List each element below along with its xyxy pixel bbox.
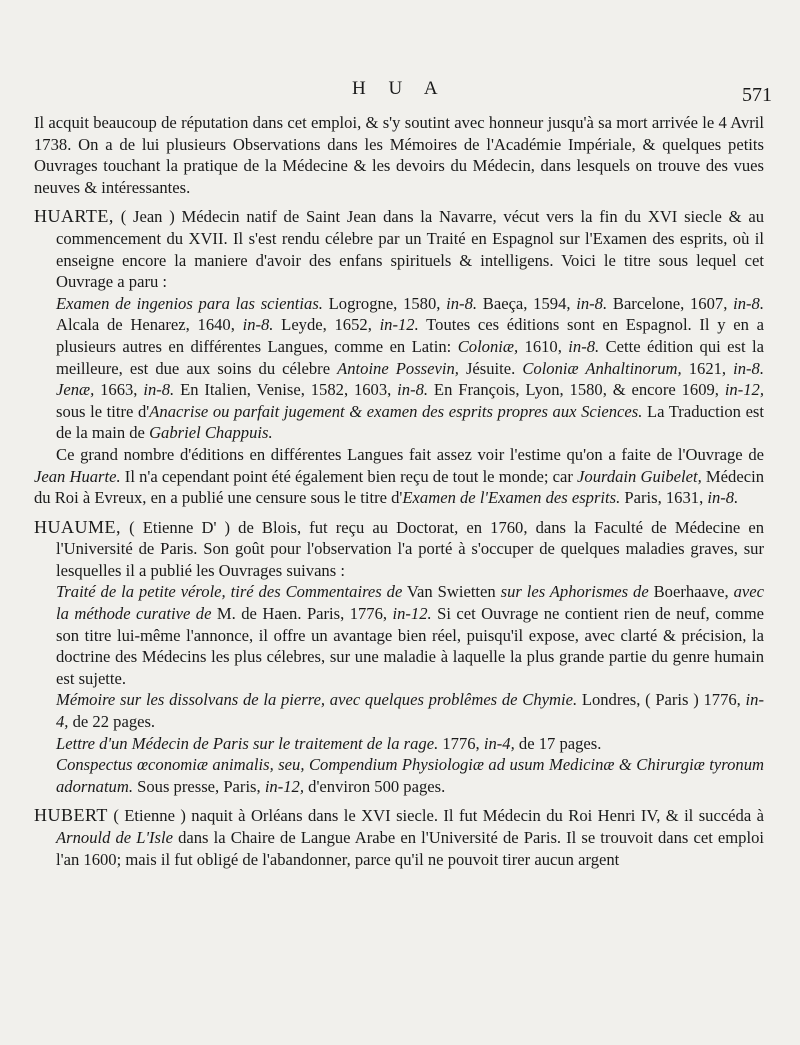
work-huaume-1: Traité de la petite vérole, tiré des Commentaires de Van Swietten sur les Aphorismes de Boerhaave, avec la méthode curative de M. de Haen. Paris, 1776, in-12. Si cet Ouvrage ne contient rien de neuf, comme son titre lui-même l'annonce, il offre un avantage bien réel, puisqu'il expose, avec clarté & précision, la doctrine des Médecins les plus célebres, sur une maladie à laquelle la plus grande partie du genre humain est sujette.: [56, 582, 765, 688]
entry-text: ( Jean ) Médecin natif de Saint Jean dans la Navarre, vécut vers la fin du XVI siecle & au commencement du XVII. Il s'est rendu célebre par un Traité en Espagnol sur l'Examen des esprits, où il enseigne encore la maniere d'avoir des enfans spirituels & intelligens. Voici le titre sous lequel cet Ouvrage a paru :: [56, 207, 764, 292]
page-body: [34, 112, 764, 870]
entry-huarte: [34, 206, 764, 292]
work-title: Examen de ingenios para las scientias.: [56, 293, 323, 313]
work-title: Examen de l'Examen des esprits.: [402, 488, 621, 508]
lemma-huaume: HUAUME,: [34, 516, 121, 537]
bibliography-huarte: Examen de ingenios para las scientias. Logrogne, 1580, in-8. Baeça, 1594, in-8. Barcelone, 1607, in-8. Alcala de Henarez, 1640, in-8. Leyde, 1652, in-12. Toutes ces éditions sont en Espagnol. Il y en a plusieurs autres en différentes Langues, comme en Latin: Coloniæ, 1610, in-8. Cette édition qui est la meilleure, est due aux soins du célebre Antoine Possevin, Jésuite. Coloniæ Anhaltinorum, 1621, in-8. Jenæ, 1663, in-8. En Italien, Venise, 1582, 1603, in-8. En François, Lyon, 1580, & encore 1609, in-12, sous le titre d'Anacrise ou parfait jugement & examen des esprits propres aux Sciences. La Traduction est de la main de Gabriel Chappuis.: [56, 293, 765, 443]
work-title: Anacrise ou parfait jugement & examen des esprits propres aux Sciences.: [149, 401, 643, 421]
entry-hubert: HUBERT ( Etienne ) naquit à Orléans dans le XVI siecle. Il fut Médecin du Roi Henri IV, & il succéda à Arnould de L'Isle dans la Chaire de Langue Arabe en l'Université de Paris. Il se trouvoit dans cet emploi l'an 1600; mais il fut obligé de l'abandonner, parce qu'il ne pouvoit tirer aucun argent: [34, 805, 765, 869]
person-name: Antoine Possevin,: [337, 358, 459, 378]
running-head: [0, 76, 800, 106]
running-title: H U A: [352, 78, 447, 99]
work-huaume-2: Mémoire sur les dissolvans de la pierre, avec quelques problêmes de Chymie. Londres, ( Paris ) 1776, in-4, de 22 pages.: [56, 690, 764, 732]
person-name: Jourdain Guibelet,: [577, 466, 702, 486]
paragraph-continuation: Il acquit beaucoup de réputation dans cet emploi, & s'y soutint avec honneur jusqu'à sa mort arrivée le 4 Avril 1738. On a de lui plusieurs Observations dans les Mémoires de l'Académie Impériale, & quelques petits Ouvrages touchant la pratique de la Médecine & les devoirs du Médecin, dans lesquels on trouve des vues neuves & intéressantes.: [34, 113, 764, 197]
lemma-huarte: HUARTE,: [34, 206, 114, 227]
person-name: Gabriel Chappuis.: [149, 423, 273, 443]
work-huaume-4: Conspectus œconomiæ animalis, seu, Compendium Physiologiæ ad usum Medicinæ & Chirurgiæ tyronum adornatum. Sous presse, Paris, in-12, d'environ 500 pages.: [56, 755, 764, 796]
entry-text: ( Etienne D' ) de Blois, fut reçu au Doctorat, en 1760, dans la Faculté de Médecine en l'Université de Paris. Son goût pour l'observation l'a porté à s'occuper de quelques maladies graves, sur lesquelles il a publié les Ouvrages suivans :: [56, 517, 764, 580]
paragraph-huarte-reception: Ce grand nombre d'éditions en différentes Langues fait assez voir l'estime qu'on a faite de l'Ouvrage de Jean Huarte. Il n'a cependant point été également bien reçu de tout le monde; car Jourdain Guibelet, Médecin du Roi à Evreux, en a publié une censure sous le titre d'Examen de l'Examen des esprits. Paris, 1631, in-8.: [34, 444, 764, 508]
page-number: 571: [742, 84, 772, 106]
person-name: Arnould de L'Isle: [56, 828, 173, 847]
person-name: Jean Huarte.: [34, 466, 121, 486]
entry-huaume: [34, 517, 764, 582]
work-huaume-3: Lettre d'un Médecin de Paris sur le traitement de la rage. 1776, in-4, de 17 pages.: [56, 733, 602, 753]
lemma-hubert: HUBERT: [34, 805, 108, 826]
